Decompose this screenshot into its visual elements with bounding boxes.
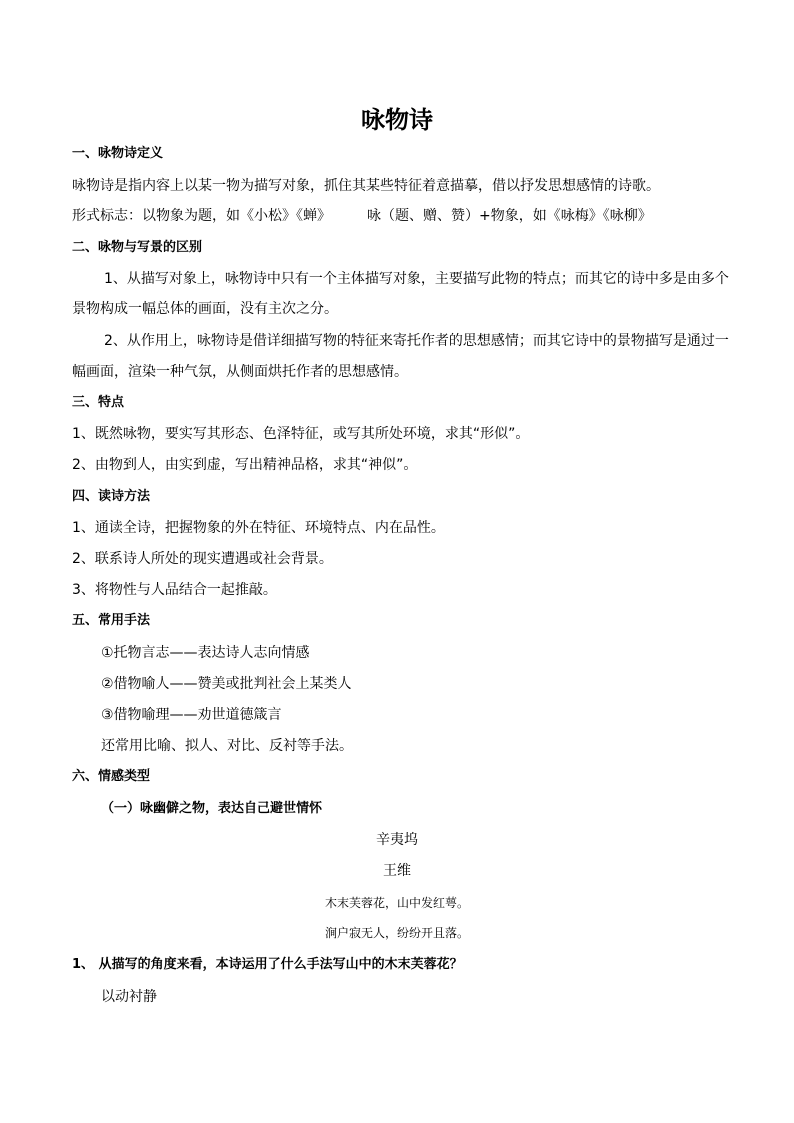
technique-3: ③借物喻理——劝世道德箴言 [101, 707, 282, 723]
poem-line-2: 涧户寂无人，纷纷开且落。 [324, 926, 469, 940]
section-heading-reading-method: 四、读诗方法 [72, 489, 151, 504]
emotion-subheading: （一）咏幽僻之物，表达自己避世情怀 [101, 801, 323, 816]
difference-1-line1: 1、从描写对象上，咏物诗中只有一个主体描写对象，主要描写此物的特点；而其它的诗中多是由多个 [104, 271, 729, 287]
question-1: 1、 从描写的角度来看，本诗运用了什么手法写山中的木末芙蓉花？ [72, 957, 463, 972]
answer-1: 以动衬静 [101, 989, 157, 1005]
poem-line-1: 木末芙蓉花，山中发红萼。 [324, 896, 469, 910]
section-heading-emotion-types: 六、情感类型 [72, 769, 151, 784]
reading-method-2: 2、联系诗人所处的现实遭遇或社会背景。 [72, 551, 333, 567]
form-markers-line [72, 206, 652, 226]
section-heading-definition: 一、咏物诗定义 [72, 146, 164, 161]
section-heading-techniques: 五、常用手法 [72, 613, 151, 628]
poem-title: 辛夷坞 [376, 832, 418, 848]
section-heading-features: 三、特点 [72, 395, 125, 410]
reading-method-3: 3、将物性与人品结合一起推敲。 [72, 582, 277, 598]
definition-paragraph: 咏物诗是指内容上以某一物为描写对象，抓住其某些特征着意描摹，借以抒发思想感情的诗歌。 [72, 178, 660, 194]
technique-other: 还常用比喻、拟人、对比、反衬等手法。 [101, 738, 353, 754]
difference-2-line1: 2、从作用上，咏物诗是借详细描写物的特征来寄托作者的思想感情；而其它诗中的景物描写是通过一 [104, 333, 729, 349]
difference-2-line2: 幅画面，渲染一种气氛，从侧面烘托作者的思想感情。 [72, 364, 408, 380]
technique-1: ①托物言志——表达诗人志向情感 [101, 645, 310, 661]
reading-method-1: 1、通读全诗，把握物象的外在特征、环境特点、内在品性。 [72, 520, 445, 536]
technique-2: ②借物喻人——赞美或批判社会上某类人 [101, 676, 352, 692]
feature-2: 2、由物到人，由实到虚，写出精神品格，求其“神似”。 [72, 457, 418, 473]
feature-1: 1、既然咏物，要实写其形态、色泽特征，或写其所处环境，求其“形似”。 [72, 426, 530, 442]
poem-author: 王维 [383, 863, 411, 879]
difference-1-line2: 景物构成一幅总体的画面，没有主次之分。 [72, 301, 338, 317]
form-markers-part2: 咏（题、赠、赞）+物象，如《咏梅》《咏柳》 [367, 208, 652, 224]
form-markers-part1: 形式标志：以物象为题，如《小松》《蝉》 [72, 208, 331, 224]
section-heading-difference: 二、咏物与写景的区别 [72, 240, 203, 255]
page-title: 咏物诗 [361, 106, 433, 134]
